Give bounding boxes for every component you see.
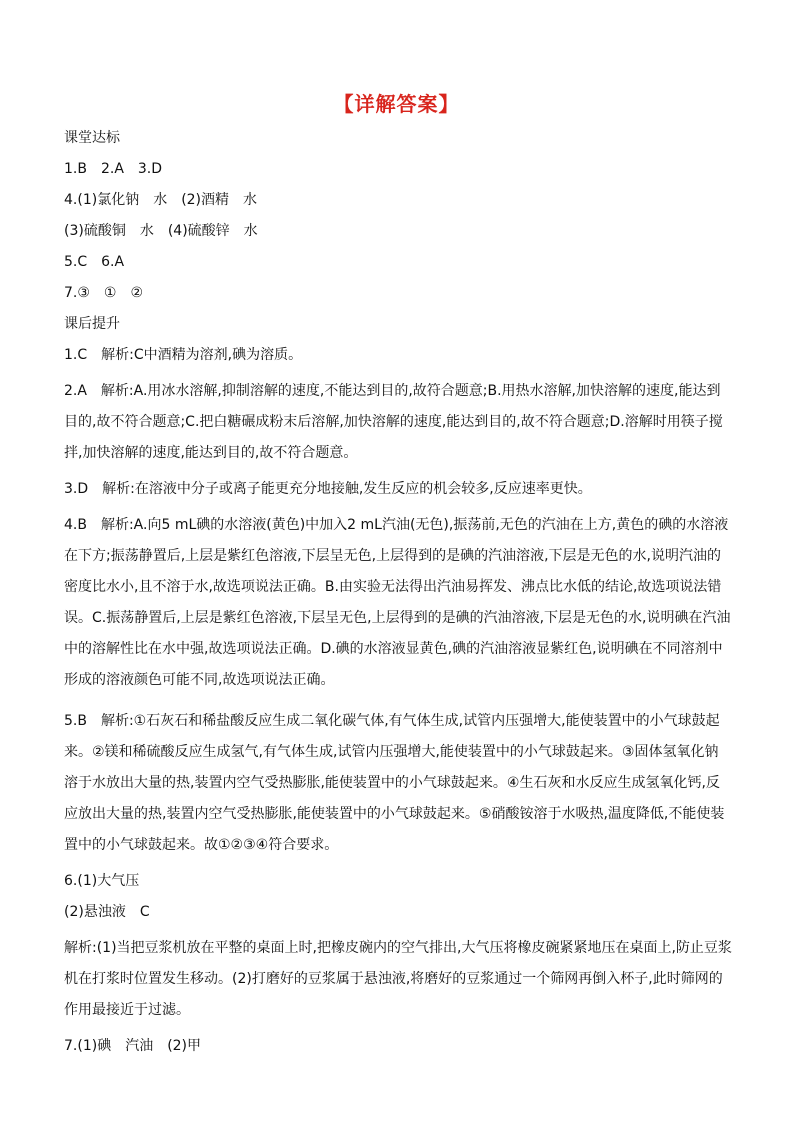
answer-item: (2)悬浊液 C xyxy=(64,904,150,920)
section-heading-after: 课后提升 xyxy=(64,316,120,332)
answer-item: 7.(1)碘 汽油 (2)甲 xyxy=(64,1038,202,1054)
answer-item: 6.(1)大气压 xyxy=(64,873,140,889)
section-heading-class: 课堂达标 xyxy=(64,130,120,146)
answer-item: 4.B 解析:A.向5 mL碘的水溶液(黄色)中加入2 mL汽油(无色),振荡前,无色的汽油在上方,黄色的碘的水溶液在下方;振荡静置后,上层是紫红色溶液,下层呈无色,上层得到的是碘的汽油溶液,下层是无色的水,说明汽油的密度比水小,且不溶于水,故选项说法正确。B.由实验无法得出汽油易挥发、沸点比水低的结论,故选项说法错误。C.振荡静置后,上层是紫红色溶液,下层呈无色,上层得到的是碘的汽油溶液,下层是无色的水,说明碘在汽油中的溶解性比在水中强,故选项说法正确。D.碘的水溶液显黄色,碘的汽油溶液显紫红色,说明碘在不同溶剂中形成的溶液颜色可能不同,故选项说法正确。 xyxy=(64,517,731,688)
answer-item: 5.B 解析:①石灰石和稀盐酸反应生成二氧化碳气体,有气体生成,试管内压强增大,能使装置中的小气球鼓起来。②镁和稀硫酸反应生成氢气,有气体生成,试管内压强增大,能使装置中的小气球鼓起来。③固体氢氧化钠溶于水放出大量的热,装置内空气受热膨胀,能使装置中的小气球鼓起来。④生石灰和水反应生成氢氧化钙,反应放出大量的热,装置内空气受热膨胀,能使装置中的小气球鼓起来。⑤硝酸铵溶于水吸热,温度降低,不能使装置中的小气球鼓起来。故①②③④符合要求。 xyxy=(64,713,725,853)
answer-line: 1.B 2.A 3.D xyxy=(64,161,163,177)
page-title: 【详解答案】 xyxy=(333,92,460,116)
answer-item: 2.A 解析:A.用冰水溶解,抑制溶解的速度,不能达到目的,故符合题意;B.用热水溶解,加快溶解的速度,能达到目的,故不符合题意;C.把白糖碾成粉末后溶解,加快溶解的速度,能达到目的,故不符合题意;D.溶解时用筷子搅拌,加快溶解的速度,能达到目的,故不符合题意。 xyxy=(64,383,723,461)
answer-item: 3.D 解析:在溶液中分子或离子能更充分地接触,发生反应的机会较多,反应速率更快。 xyxy=(64,481,592,497)
answer-line: (3)硫酸铜 水 (4)硫酸锌 水 xyxy=(64,223,258,239)
answer-content xyxy=(64,128,732,1067)
answer-line: 7.③ ① ② xyxy=(64,285,144,301)
answer-line: 4.(1)氯化钠 水 (2)酒精 水 xyxy=(64,192,258,208)
answer-item: 1.C 解析:C中酒精为溶剂,碘为溶质。 xyxy=(64,347,303,363)
answer-explanation: 解析:(1)当把豆浆机放在平整的桌面上时,把橡皮碗内的空气排出,大气压将橡皮碗紧紧地压在桌面上,防止豆浆机在打浆时位置发生移动。(2)打磨好的豆浆属于悬浊液,将磨好的豆浆通过一个筛网再倒入杯子,此时筛网的作用最接近于过滤。 xyxy=(64,940,732,1018)
answer-line: 5.C 6.A xyxy=(64,254,125,270)
